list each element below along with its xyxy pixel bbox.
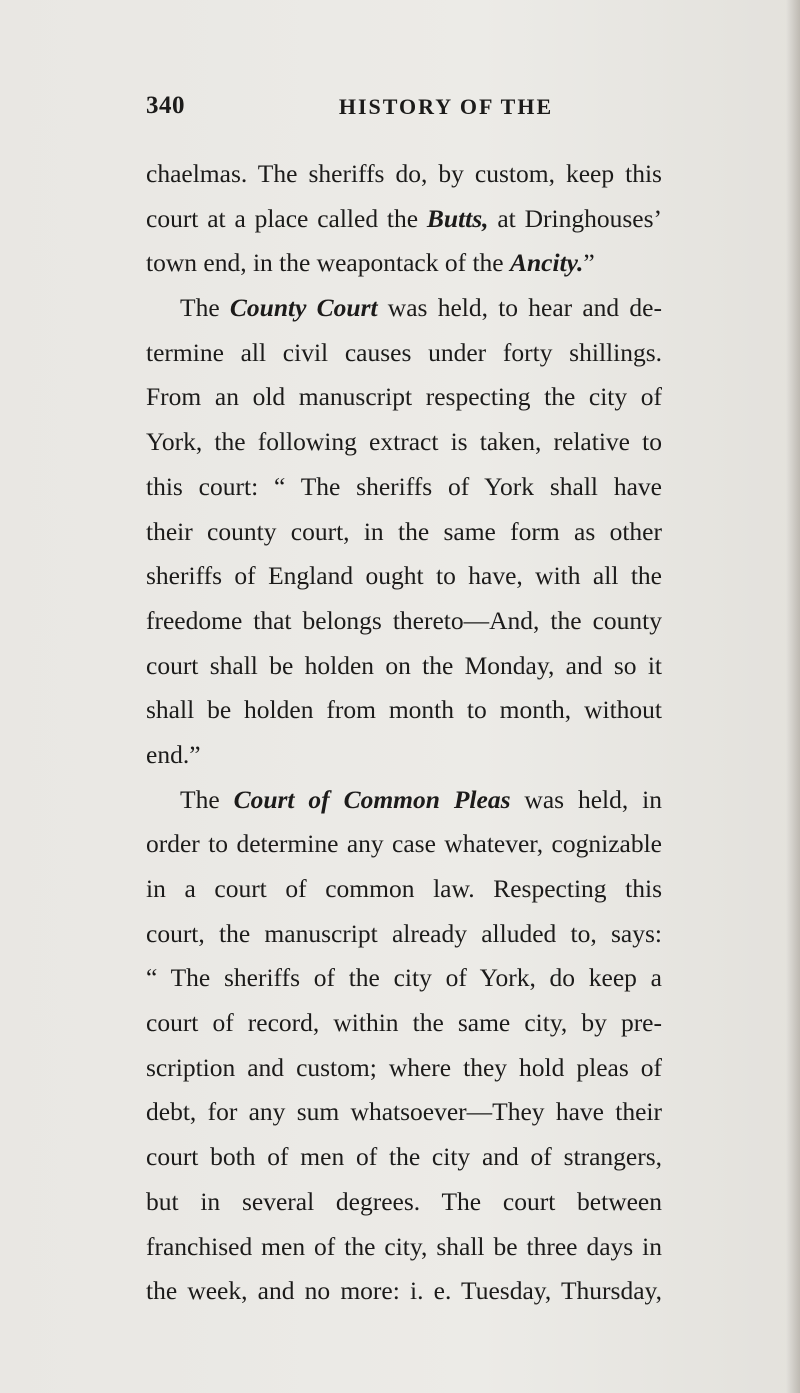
text-line: freedome that belongs thereto—And, the county — [146, 605, 662, 635]
text-line: end.” — [146, 739, 201, 769]
text-line: shall be holden from month to month, without — [146, 695, 662, 725]
text-line: From an old manuscript respecting the city of — [146, 382, 662, 412]
page-edge-shadow — [786, 0, 800, 1393]
text-line: but in several degrees. The court between — [146, 1186, 662, 1216]
running-title: HISTORY OF THE — [338, 94, 554, 119]
text-line: order to determine any case whatever, cognizable — [146, 829, 662, 859]
text-line: court, the manuscript already alluded to, says: — [146, 918, 662, 948]
text-line: sheriffs of England ought to have, with all the — [146, 561, 662, 591]
text-line: chaelmas. The sheriffs do, by custom, keep this — [146, 159, 662, 188]
text-line: town end, in the weapontack of the Ancity.” — [146, 248, 595, 278]
text-line: court of record, within the same city, by pre- — [146, 1008, 662, 1038]
text-line: court shall be holden on the Monday, and so it — [146, 650, 662, 680]
text-line: “ The sheriffs of the city of York, do keep a — [146, 963, 662, 993]
body-text — [146, 152, 662, 1314]
text-line: franchised men of the city, shall be three days in — [146, 1231, 662, 1261]
page-number: 340 — [146, 92, 185, 119]
text-line: their county court, in the same form as other — [146, 516, 662, 546]
running-head — [146, 92, 658, 132]
text-line: The Court of Common Pleas was held, in — [180, 784, 662, 814]
text-line: this court: “ The sheriffs of York shall have — [146, 471, 662, 501]
text-line: York, the following extract is taken, relative to — [146, 427, 662, 457]
text-line: termine all civil causes under forty shillings. — [146, 337, 662, 367]
text-line: debt, for any sum whatsoever—They have their — [146, 1097, 662, 1127]
text-line: court both of men of the city and of strangers, — [146, 1142, 662, 1172]
text-line: the week, and no more: i. e. Tuesday, Thursday, — [146, 1276, 662, 1306]
text-line: scription and custom; where they hold pleas of — [146, 1052, 662, 1082]
text-line: The County Court was held, to hear and de- — [180, 293, 662, 323]
text-line: in a court of common law. Respecting this — [146, 874, 662, 903]
text-line: court at a place called the Butts, at Dringhouses’ — [146, 203, 662, 233]
